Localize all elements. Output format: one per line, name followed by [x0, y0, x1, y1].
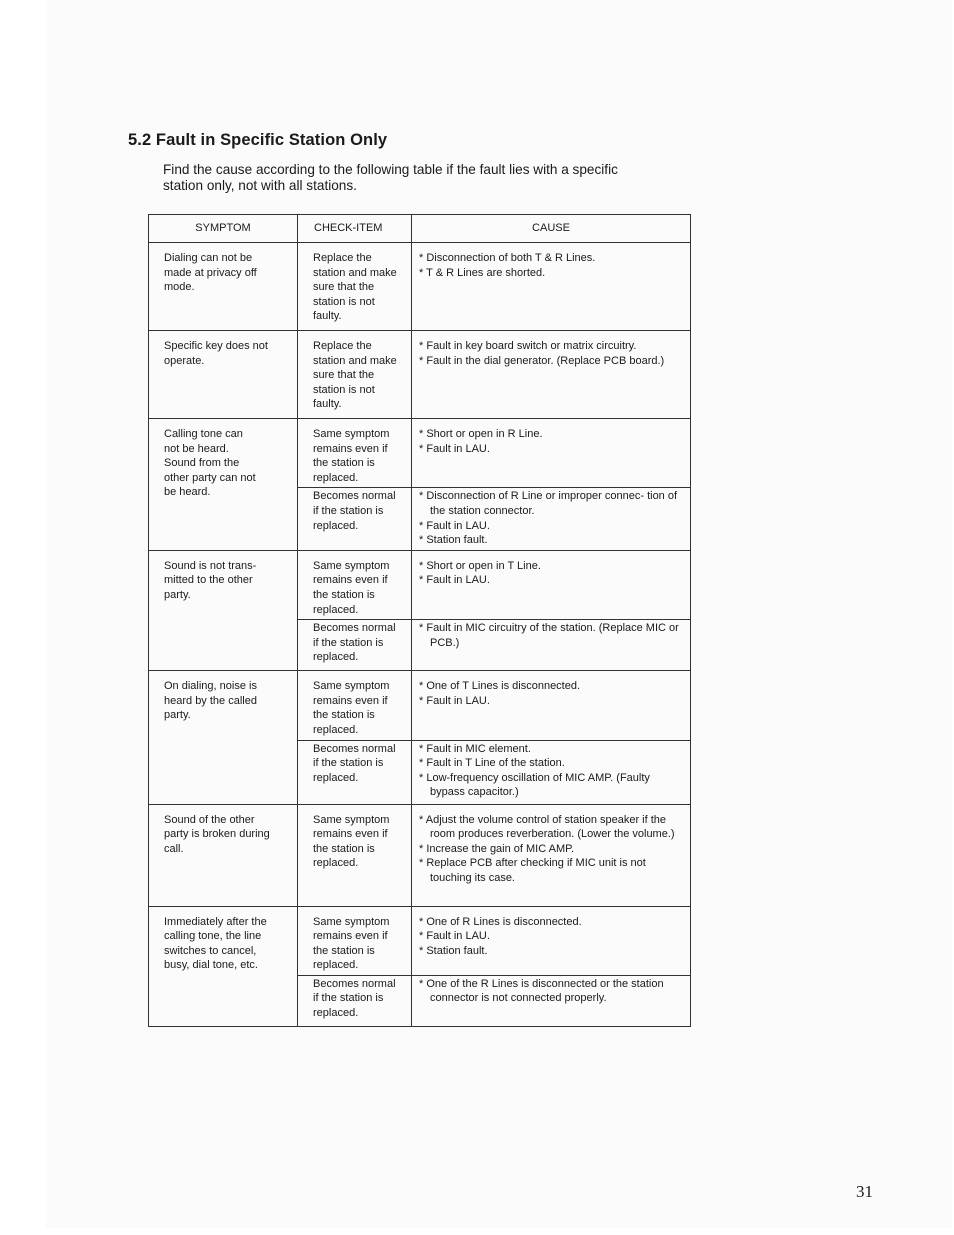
cause-text: Fault in MIC element.	[426, 742, 531, 755]
bullet-asterisk-icon: *	[419, 915, 427, 928]
check-item-text: replaced.	[313, 1007, 359, 1020]
symptom-column-header: SYMPTOM	[149, 215, 298, 243]
cause-cell	[412, 243, 691, 331]
cause-item	[419, 559, 684, 574]
symptom-cell	[149, 671, 298, 804]
symptom-cell	[149, 243, 298, 331]
cause-cell	[412, 804, 691, 906]
symptom-text: made at privacy off	[164, 266, 257, 279]
table-row	[149, 419, 691, 488]
symptom-text: party is broken during	[164, 828, 270, 841]
check-item-cell	[298, 243, 412, 331]
bullet-asterisk-icon: *	[419, 842, 427, 855]
cause-text: Fault in key board switch or matrix circuitry.	[426, 340, 637, 352]
cause-cell	[412, 488, 691, 550]
cause-text: Station fault.	[426, 944, 488, 957]
page-number: 31	[856, 1182, 873, 1201]
cause-cell	[412, 620, 691, 671]
check-item-text: if the station is	[313, 636, 384, 649]
cause-text: Fault in LAU.	[426, 519, 490, 532]
bullet-asterisk-icon: *	[419, 944, 427, 957]
fault-table	[148, 214, 691, 1027]
check-item-cell	[298, 620, 412, 671]
check-item-text: station is not	[313, 383, 375, 396]
cause-text: Fault in LAU.	[426, 574, 490, 587]
cause-cell	[412, 419, 691, 488]
check-item-text: Replace the	[313, 252, 372, 264]
symptom-text: Sound of the other	[164, 813, 255, 826]
cause-text: Station fault.	[426, 534, 488, 547]
symptom-text: On dialing, noise is	[164, 680, 257, 693]
cause-item	[419, 354, 684, 369]
check-item-text: Replace the	[313, 340, 372, 352]
cause-cell	[412, 331, 691, 419]
check-item-text: the station is	[313, 709, 375, 722]
check-item-text: remains even if	[313, 574, 388, 587]
check-item-column-header: CHECK-ITEM	[298, 215, 412, 243]
symptom-text: mode.	[164, 281, 195, 294]
check-item-text: remains even if	[313, 828, 388, 841]
symptom-text: Specific key does not	[164, 340, 268, 352]
cause-text: Disconnection of R Line or improper connec- tion of the station connector.	[426, 490, 678, 517]
check-item-text: Becomes normal	[313, 742, 396, 755]
cause-cell	[412, 671, 691, 740]
check-item-text: Same symptom	[313, 813, 390, 826]
symptom-text: switches to cancel,	[164, 944, 257, 957]
cause-item	[419, 679, 684, 694]
symptom-text: Dialing can not be	[164, 252, 253, 264]
symptom-text: operate.	[164, 354, 205, 367]
symptom-cell	[149, 906, 298, 1026]
cause-text: Fault in T Line of the station.	[426, 757, 565, 770]
cause-item	[419, 915, 684, 930]
table-row	[149, 804, 691, 906]
check-item-text: the station is	[313, 457, 375, 470]
symptom-text: Sound from the	[164, 457, 240, 470]
symptom-text: other party can not	[164, 471, 256, 484]
cause-text: Fault in the dial generator. (Replace PCB board.)	[426, 354, 665, 367]
check-item-text: Same symptom	[313, 680, 390, 693]
table-body	[149, 243, 691, 1027]
cause-text: Short or open in T Line.	[426, 559, 541, 572]
bullet-asterisk-icon: *	[419, 771, 427, 784]
cause-text: One of the R Lines is disconnected or the station connector is not connected properly.	[426, 977, 664, 1005]
cause-item	[419, 856, 684, 885]
bullet-asterisk-icon: *	[419, 574, 427, 587]
cause-item	[419, 427, 684, 442]
cause-text: Fault in LAU.	[426, 442, 490, 455]
check-item-text: faulty.	[313, 398, 342, 411]
cause-item	[419, 842, 684, 857]
cause-item	[419, 519, 684, 534]
check-item-cell	[298, 488, 412, 550]
symptom-text: Immediately after the	[164, 915, 267, 928]
bullet-asterisk-icon: *	[419, 490, 427, 503]
check-item-text: if the station is	[313, 992, 384, 1005]
bullet-asterisk-icon: *	[419, 622, 427, 635]
bullet-asterisk-icon: *	[419, 680, 427, 693]
cause-text: Adjust the volume control of station speaker if the room produces reverberation. (Lower the volume.)	[425, 813, 675, 841]
cause-text: Increase the gain of MIC AMP.	[426, 842, 575, 855]
cause-item	[419, 621, 684, 650]
check-item-cell	[298, 419, 412, 488]
check-item-text: station and make	[313, 354, 397, 367]
intro-paragraph	[163, 162, 703, 194]
check-item-text: replaced.	[313, 651, 359, 664]
bullet-asterisk-icon: *	[419, 559, 427, 572]
check-item-text: replaced.	[313, 857, 359, 870]
intro-line: Find the cause according to the following table if the fault lies with a specific	[163, 162, 618, 177]
table-row	[149, 906, 691, 975]
cause-column-header: CAUSE	[412, 215, 691, 243]
cause-text: Short or open in R Line.	[426, 428, 543, 440]
table-row	[149, 331, 691, 419]
check-item-text: Same symptom	[313, 428, 390, 440]
cause-item	[419, 266, 684, 281]
check-item-text: the station is	[313, 842, 375, 855]
check-item-text: replaced.	[313, 471, 359, 484]
symptom-text: calling tone, the line	[164, 930, 262, 943]
symptom-cell	[149, 550, 298, 670]
cause-item	[419, 929, 684, 944]
bullet-asterisk-icon: *	[419, 340, 427, 352]
check-item-cell	[298, 906, 412, 975]
cause-text: One of T Lines is disconnected.	[426, 680, 581, 693]
check-item-cell	[298, 331, 412, 419]
bullet-asterisk-icon: *	[419, 694, 427, 707]
symptom-cell	[149, 331, 298, 419]
cause-item	[419, 742, 684, 757]
check-item-text: if the station is	[313, 757, 384, 770]
bullet-asterisk-icon: *	[419, 757, 427, 770]
symptom-text: be heard.	[164, 486, 211, 499]
symptom-text: busy, dial tone, etc.	[164, 959, 258, 972]
check-item-text: Same symptom	[313, 915, 390, 928]
bullet-asterisk-icon: *	[419, 252, 427, 264]
table-row	[149, 550, 691, 619]
cause-item	[419, 771, 684, 800]
check-item-cell	[298, 550, 412, 619]
check-item-text: if the station is	[313, 504, 384, 517]
cause-item	[419, 533, 684, 548]
check-item-text: replaced.	[313, 603, 359, 616]
cause-item	[419, 251, 684, 266]
symptom-text: not be heard.	[164, 442, 229, 455]
cause-item	[419, 339, 684, 354]
cause-item	[419, 813, 684, 842]
check-item-text: replaced.	[313, 771, 359, 784]
bullet-asterisk-icon: *	[419, 428, 427, 440]
cause-item	[419, 944, 684, 959]
bullet-asterisk-icon: *	[419, 930, 427, 943]
check-item-text: station is not	[313, 295, 375, 308]
section-heading: 5.2 Fault in Specific Station Only	[128, 131, 388, 149]
symptom-text: heard by the called	[164, 694, 257, 707]
cause-item	[419, 694, 684, 709]
cause-text: T & R Lines are shorted.	[426, 266, 546, 279]
intro-line: station only, not with all stations.	[163, 178, 357, 193]
bullet-asterisk-icon: *	[419, 354, 427, 367]
check-item-text: sure that the	[313, 369, 375, 382]
check-item-text: remains even if	[313, 694, 388, 707]
check-item-cell	[298, 671, 412, 740]
cause-item	[419, 573, 684, 588]
cause-text: Fault in LAU.	[426, 694, 490, 707]
check-item-text: replaced.	[313, 723, 359, 736]
cause-text: One of R Lines is disconnected.	[426, 915, 582, 928]
symptom-cell	[149, 419, 298, 551]
bullet-asterisk-icon: *	[419, 813, 426, 826]
check-item-text: remains even if	[313, 930, 388, 943]
symptom-text: Calling tone can	[164, 428, 243, 440]
cause-cell	[412, 975, 691, 1026]
cause-text: Fault in MIC circuitry of the station. (Replace MIC or PCB.)	[426, 622, 679, 649]
bullet-asterisk-icon: *	[419, 742, 427, 755]
cause-text: Disconnection of both T & R Lines.	[426, 252, 596, 264]
check-item-text: replaced.	[313, 959, 359, 972]
cause-text: Fault in LAU.	[426, 930, 490, 943]
cause-text: Replace PCB after checking if MIC unit is not touching its case.	[426, 857, 646, 884]
bullet-asterisk-icon: *	[419, 534, 427, 547]
symptom-text: party.	[164, 709, 191, 722]
symptom-text: party.	[164, 588, 191, 601]
cause-item	[419, 756, 684, 771]
check-item-text: Becomes normal	[313, 490, 396, 503]
table-header-row	[149, 215, 691, 243]
check-item-text: the station is	[313, 944, 375, 957]
cause-cell	[412, 740, 691, 804]
cause-text: Low-frequency oscillation of MIC AMP. (Faulty bypass capacitor.)	[426, 771, 650, 799]
symptom-text: call.	[164, 842, 184, 855]
cause-item	[419, 489, 684, 518]
symptom-text: Sound is not trans-	[164, 559, 257, 572]
symptom-cell	[149, 804, 298, 906]
check-item-text: station and make	[313, 266, 397, 279]
check-item-text: Becomes normal	[313, 977, 396, 990]
table-row	[149, 243, 691, 331]
cause-item	[419, 977, 684, 1006]
check-item-text: remains even if	[313, 442, 388, 455]
bullet-asterisk-icon: *	[419, 266, 427, 279]
check-item-cell	[298, 804, 412, 906]
bullet-asterisk-icon: *	[419, 857, 427, 870]
bullet-asterisk-icon: *	[419, 442, 427, 455]
cause-cell	[412, 550, 691, 619]
check-item-text: Same symptom	[313, 559, 390, 572]
table-row	[149, 671, 691, 740]
cause-item	[419, 442, 684, 457]
bullet-asterisk-icon: *	[419, 977, 427, 990]
cause-cell	[412, 906, 691, 975]
check-item-text: sure that the	[313, 281, 375, 294]
check-item-text: faulty.	[313, 310, 342, 323]
check-item-cell	[298, 975, 412, 1026]
bullet-asterisk-icon: *	[419, 519, 427, 532]
check-item-cell	[298, 740, 412, 804]
check-item-text: the station is	[313, 588, 375, 601]
symptom-text: mitted to the other	[164, 574, 253, 587]
check-item-text: Becomes normal	[313, 622, 396, 635]
check-item-text: replaced.	[313, 519, 359, 532]
